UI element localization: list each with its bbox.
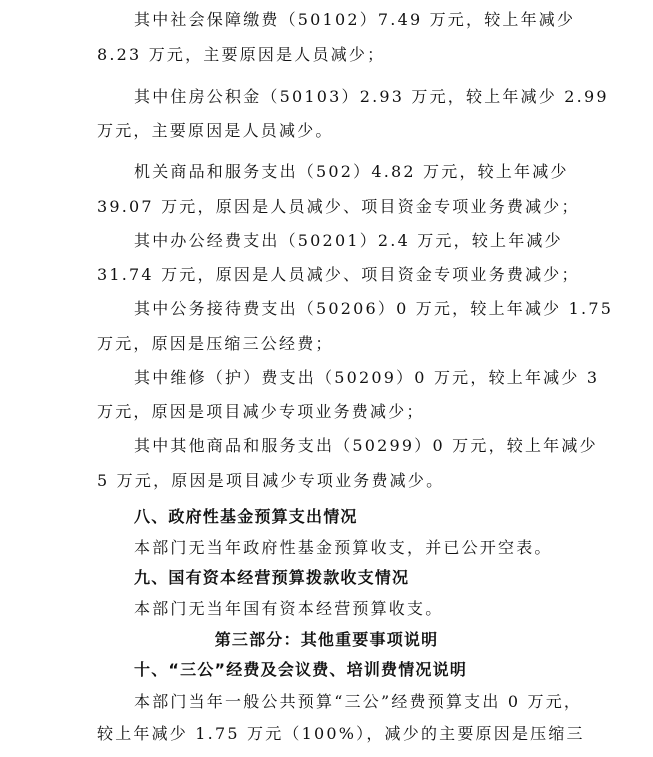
paragraph-housing-fund-line-1: 其中住房公积金（50103）2.93 万元，较上年减少 2.99 bbox=[134, 87, 609, 106]
paragraph-maintenance-line-2: 万元，原因是项目减少专项业务费减少； bbox=[97, 402, 425, 421]
paragraph-social-security-line-1: 其中社会保障缴费（50102）7.49 万元，较上年减少 bbox=[134, 10, 576, 29]
paragraph-goods-services-line-1: 机关商品和服务支出（502）4.82 万元，较上年减少 bbox=[134, 162, 569, 181]
section-10-body-line-2: 较上年减少 1.75 万元（100%），减少的主要原因是压缩三 bbox=[97, 724, 585, 743]
paragraph-other-goods-line-2: 5 万元，原因是项目减少专项业务费减少。 bbox=[97, 471, 445, 490]
paragraph-office-expense-line-2: 31.74 万元，原因是人员减少、项目资金专项业务费减少； bbox=[97, 265, 580, 284]
paragraph-reception-line-2: 万元，原因是压缩三公经费； bbox=[97, 334, 334, 353]
section-9-body: 本部门无当年国有资本经营预算收支。 bbox=[134, 599, 444, 618]
section-10-heading: 十、“三公”经费及会议费、培训费情况说明 bbox=[134, 660, 468, 679]
paragraph-goods-services-line-2: 39.07 万元，原因是人员减少、项目资金专项业务费减少； bbox=[97, 197, 580, 216]
paragraph-office-expense-line-1: 其中办公经费支出（50201）2.4 万元，较上年减少 bbox=[134, 231, 563, 250]
section-8-body: 本部门无当年政府性基金预算收支，并已公开空表。 bbox=[134, 538, 553, 557]
paragraph-reception-line-1: 其中公务接待费支出（50206）0 万元，较上年减少 1.75 bbox=[134, 299, 614, 318]
section-8-heading: 八、政府性基金预算支出情况 bbox=[134, 507, 358, 526]
section-10-body-line-1: 本部门当年一般公共预算“三公”经费预算支出 0 万元， bbox=[134, 692, 583, 711]
paragraph-maintenance-line-1: 其中维修（护）费支出（50209）0 万元，较上年减少 3 bbox=[134, 368, 600, 387]
part-3-heading: 第三部分：其他重要事项说明 bbox=[214, 630, 439, 649]
paragraph-social-security-line-2: 8.23 万元，主要原因是人员减少； bbox=[97, 45, 386, 64]
paragraph-other-goods-line-1: 其中其他商品和服务支出（50299）0 万元，较上年减少 bbox=[134, 436, 598, 455]
paragraph-housing-fund-line-2: 万元，主要原因是人员减少。 bbox=[97, 121, 334, 140]
section-9-heading: 九、国有资本经营预算拨款收支情况 bbox=[134, 568, 410, 587]
